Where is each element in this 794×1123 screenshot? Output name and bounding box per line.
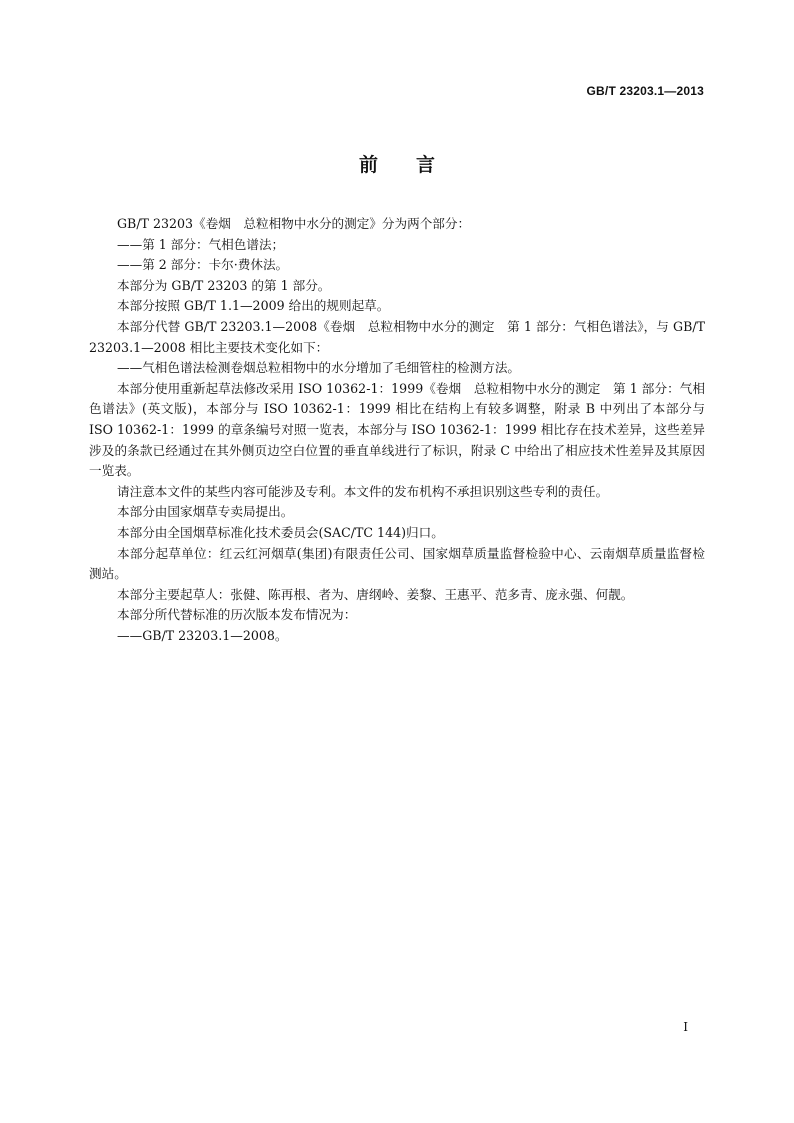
paragraph: 本部分由全国烟草标准化技术委员会(SAC/TC 144)归口。 (117, 524, 444, 540)
paragraph: ——第 1 部分：气相色谱法； (117, 236, 285, 252)
paragraph: GB/T 23203《卷烟 总粒相物中水分的测定》分为两个部分： (117, 216, 471, 231)
paragraph: 本部分起草单位：红云红河烟草(集团)有限责任公司、国家烟草质量监督检验中心、云南烟草质量监督检测站。 (89, 545, 705, 582)
paragraph: 本部分按照 GB/T 1.1—2009 给出的规则起草。 (117, 298, 390, 314)
standard-code: GB/T 23203.1—2013 (586, 84, 704, 98)
paragraph: 本部分代替 GB/T 23203.1—2008《卷烟 总粒相物中水分的测定 第 1 部分：气相色谱法》，与 GB/T 23203.1—2008 相比主要技术变化如下： (89, 318, 705, 355)
paragraph: 本部分主要起草人：张健、陈再根、者为、唐纲岭、姜黎、王惠平、范多青、庞永强、何靓。 (117, 586, 634, 602)
paragraph: 请注意本文件的某些内容可能涉及专利。本文件的发布机构不承担识别这些专利的责任。 (117, 483, 609, 499)
paragraph: ——GB/T 23203.1—2008。 (117, 627, 288, 643)
paragraph: ——气相色谱法检测卷烟总粒相物中的水分增加了毛细管柱的检测方法。 (117, 360, 520, 376)
foreword-body (89, 214, 705, 646)
paragraph: 本部分为 GB/T 23203 的第 1 部分。 (117, 277, 331, 293)
paragraph: 本部分使用重新起草法修改采用 ISO 10362-1：1999《卷烟 总粒相物中水分的测定 第 1 部分：气相色谱法》(英文版)，本部分与 ISO 10362-1：1999 相比在结构上有较多调整，附录 B 中列出了本部分与 ISO 10362-1：1999 的章条编号对照一览表，本部分与 ISO 10362-1：1999 相比存在技术差异，这些差异涉及的条款已经通过在其外侧页边空白位置的垂直单线进行了标识，附录 C 中给出了相应技术性差异及其原因一览表。 (89, 380, 705, 479)
paragraph: ——第 2 部分：卡尔·费休法。 (117, 257, 289, 273)
paragraph: 本部分所代替标准的历次版本发布情况为： (117, 607, 357, 623)
page-title: 前言 (358, 154, 473, 176)
paragraph: 本部分由国家烟草专卖局提出。 (117, 504, 294, 520)
page-number: I (683, 1020, 688, 1034)
